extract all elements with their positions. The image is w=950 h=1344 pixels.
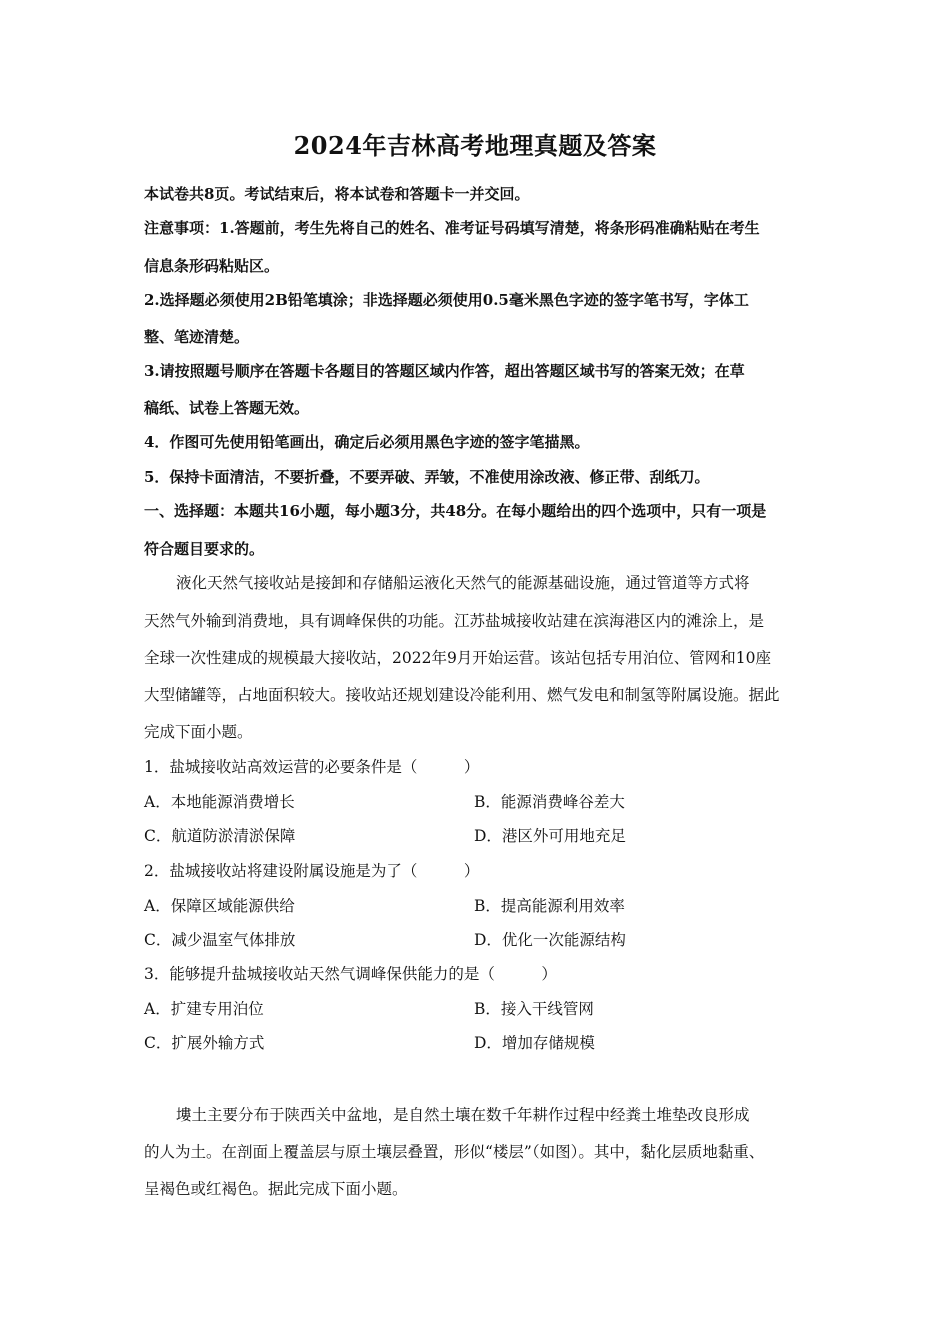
question-2-stem: 2．盐城接收站将建设附属设施是为了（ ） bbox=[144, 862, 480, 880]
page-title: 2024年吉林高考地理真题及答案 bbox=[293, 131, 657, 160]
passage2-line3: 呈褐色或红褐色。据此完成下面小题。 bbox=[144, 1180, 408, 1198]
question-1-option-b: B．能源消费峰谷差大 bbox=[474, 793, 625, 811]
instructions-note3-line1: 3.请按照题号顺序在答题卡各题目的答题区域内作答，超出答题区域书写的答案无效；在草 bbox=[144, 362, 745, 380]
passage1-line1: 液化天然气接收站是接卸和存储船运液化天然气的能源基础设施，通过管道等方式将 bbox=[176, 574, 750, 592]
question-1-option-c: C．航道防淤清淤保障 bbox=[144, 827, 296, 845]
passage1-line5: 完成下面小题。 bbox=[144, 723, 253, 741]
passage2-line1: 塿土主要分布于陕西关中盆地，是自然土壤在数千年耕作过程中经粪土堆垫改良形成 bbox=[176, 1106, 750, 1124]
instructions-note2-line1: 2.选择题必须使用2B铅笔填涂；非选择题必须使用0.5毫米黑色字迹的签字笔书写，字体工 bbox=[144, 291, 749, 309]
question-3-option-a: A．扩建专用泊位 bbox=[144, 1000, 264, 1018]
instructions-note1-line2: 信息条形码粘贴区。 bbox=[144, 257, 280, 275]
question-2-option-c: C．减少温室气体排放 bbox=[144, 931, 296, 949]
instructions-note3-line2: 稿纸、试卷上答题无效。 bbox=[144, 399, 310, 417]
question-3-stem: 3．能够提升盐城接收站天然气调峰保供能力的是（ ） bbox=[144, 965, 557, 983]
section1-heading-line1: 一、选择题：本题共16小题，每小题3分，共48分。在每小题给出的四个选项中，只有一项是 bbox=[144, 502, 767, 520]
question-2-option-d: D．优化一次能源结构 bbox=[474, 931, 626, 949]
instructions-note1-line1: 注意事项：1.答题前，考生先将自己的姓名、准考证号码填写清楚，将条形码准确粘贴在考生 bbox=[144, 219, 760, 237]
passage2-line2: 的人为土。在剖面上覆盖层与原土壤层叠置，形似“楼层”（如图）。其中，黏化层质地黏重、 bbox=[144, 1143, 765, 1161]
question-3-option-d: D．增加存储规模 bbox=[474, 1034, 595, 1052]
passage1-line2: 天然气外输到消费地，具有调峰保供的功能。江苏盐城接收站建在滨海港区内的滩涂上，是 bbox=[144, 612, 765, 630]
passage1-line4: 大型储罐等，占地面积较大。接收站还规划建设冷能利用、燃气发电和制氢等附属设施。据此 bbox=[144, 686, 780, 704]
passage1-line3: 全球一次性建成的规模最大接收站，2022年9月开始运营。该站包括专用泊位、管网和10座 bbox=[144, 649, 772, 667]
question-3-option-c: C．扩展外输方式 bbox=[144, 1034, 265, 1052]
question-2-option-b: B．提高能源利用效率 bbox=[474, 897, 625, 915]
question-1-option-a: A．本地能源消费增长 bbox=[144, 793, 295, 811]
instructions-note5: 5．保持卡面清洁，不要折叠，不要弄破、弄皱，不准使用涂改液、修正带、刮纸刀。 bbox=[144, 468, 710, 486]
instructions-intro: 本试卷共8页。考试结束后，将本试卷和答题卡一并交回。 bbox=[144, 185, 530, 203]
question-1-option-d: D．港区外可用地充足 bbox=[474, 827, 626, 845]
instructions-note2-line2: 整、笔迹清楚。 bbox=[144, 328, 250, 346]
section1-heading-line2: 符合题目要求的。 bbox=[144, 540, 265, 558]
question-1-stem: 1．盐城接收站高效运营的必要条件是（ ） bbox=[144, 758, 480, 776]
question-2-option-a: A．保障区域能源供给 bbox=[144, 897, 295, 915]
instructions-note4: 4．作图可先使用铅笔画出，确定后必须用黑色字迹的签字笔描黑。 bbox=[144, 433, 590, 451]
question-3-option-b: B．接入干线管网 bbox=[474, 1000, 594, 1018]
